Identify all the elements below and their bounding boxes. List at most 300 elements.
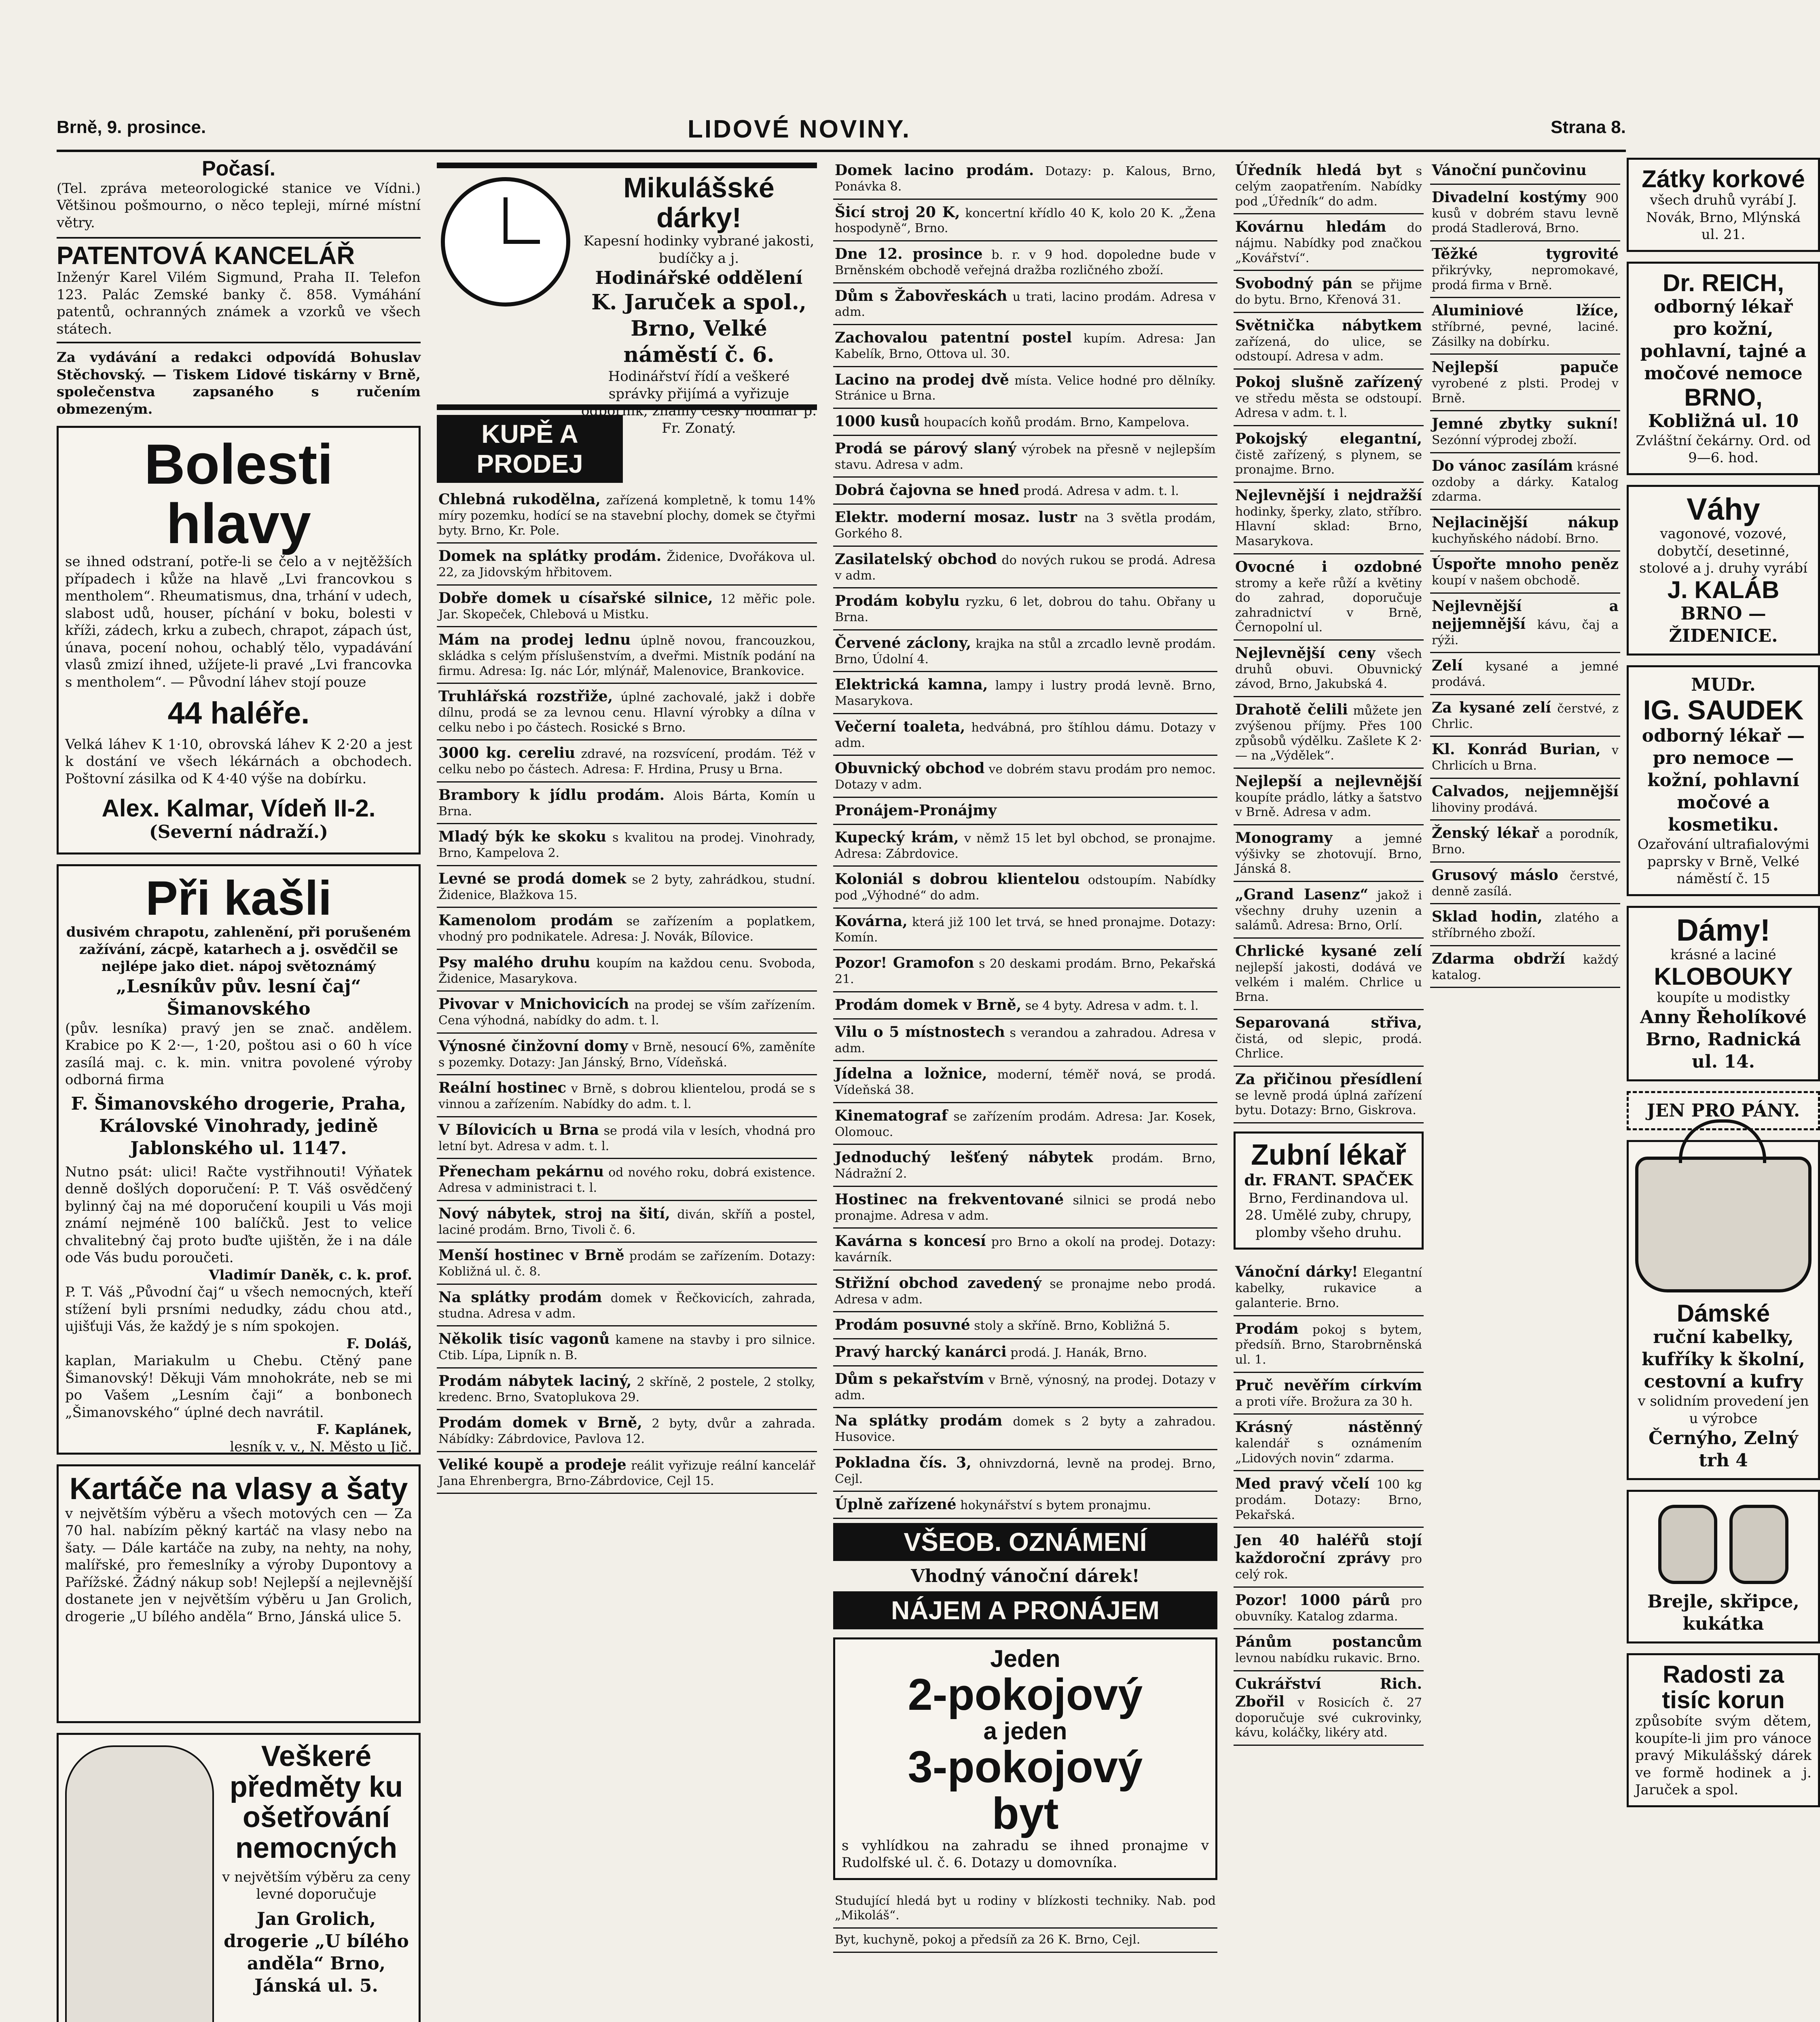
item-text: ryzku, 6 let, dobrou do tahu. Obřany u Brna. xyxy=(835,595,1216,625)
kasli-sign3: F. Kaplánek, xyxy=(316,1421,412,1438)
classified-item xyxy=(833,798,1217,825)
item-text: se zařízením a poplatkem, vhodný pro podnikatele. Adresa: J. Novák, Bílovice. xyxy=(438,914,815,944)
item-text: lampy i lustry prodá levně. Brno, Masarykova. xyxy=(835,679,1216,709)
byt-kuchyne-ad: Byt, kuchyně, pokoj a předsíň za 26 K. Brno, Cejl. xyxy=(833,1929,1217,1953)
classified-item xyxy=(437,783,817,825)
classified-item xyxy=(833,1271,1217,1313)
item-text: čerstvé, z Chrlic. xyxy=(1432,701,1619,731)
item-text: se levně prodá úplná zařízení bytu. Dotazy: Brno, Giskrova. xyxy=(1235,1088,1422,1118)
item-head: Pokladna čís. 3, xyxy=(835,1454,971,1471)
classified-item xyxy=(437,1159,817,1201)
item-text: diván, skříň a postel, laciné prodám. Brno, Tivoli č. 6. xyxy=(438,1207,816,1237)
classified-list xyxy=(1234,1259,1424,1745)
classified-item xyxy=(1234,1259,1424,1316)
item-head: Jen 40 haléřů stojí každoroční zprávy xyxy=(1235,1532,1422,1567)
item-head: Divadelní kostýmy xyxy=(1432,188,1587,206)
item-text: moderní, téměř nová, se prodá. Vídeňská 38. xyxy=(835,1068,1216,1098)
item-text: která již 100 let trvá, se hned pronajme. Dotazy: Komín. xyxy=(835,915,1216,945)
item-head: Truhlářská rozstřiže, xyxy=(438,688,613,705)
kasli-sign3b: lesník v. v., N. Město u Jič. xyxy=(230,1438,412,1455)
jen-pro-pany: JEN PRO PÁNY. xyxy=(1646,1100,1800,1121)
item-head: Dne 12. prosince xyxy=(835,245,983,262)
brejle-text: Brejle, skřipce, kukátka xyxy=(1647,1591,1799,1635)
item-text: stříbrné, pevné, laciné. Zásilky na dobírku. xyxy=(1432,320,1619,349)
bolesti-text2: Velká láhev K 1·10, obrovská láhev K 2·20 a jest k dostání ve všech lékárnách a obchodech. Poštovní zásilka od K 4·40 výše na dobírku. xyxy=(65,736,412,787)
classified-item xyxy=(437,1201,817,1243)
item-head: Přenecham pekárnu xyxy=(438,1163,604,1180)
saudek-text: odborný lékař — pro nemoce — kožní, pohlavní močové a kosmetiku. xyxy=(1642,725,1805,835)
item-text: se 2 byty, zahrádkou, studní. Židenice, Blažkova 15. xyxy=(438,872,815,902)
classified-item xyxy=(437,1285,817,1327)
classified-item xyxy=(1234,1629,1424,1671)
classified-item xyxy=(1234,271,1424,313)
item-head: Výnosné činžovní domy xyxy=(438,1037,628,1055)
decorative-bar xyxy=(437,163,817,168)
imprint: Za vydávání a redakci odpovídá Bohuslav Stěchovský. — Tiskem Lidové tiskárny v Brně, společenstva zapsaného s ručením obmezeným. xyxy=(57,349,421,417)
item-head: Nejlevnější i nejdražší xyxy=(1235,486,1422,504)
item-text: kupím. Adresa: Jan Kabelík, Brno, Ottova ul. 30. xyxy=(835,332,1216,361)
item-head: Těžké tygrovité xyxy=(1432,245,1619,262)
item-head: Reální hostinec xyxy=(438,1079,567,1097)
item-text: všech druhů obuvi. Obuvnický závod, Brno, Jakubská 4. xyxy=(1235,647,1422,692)
item-head: V Bílovicích u Brna xyxy=(438,1121,599,1138)
item-head: Elektrická kamna, xyxy=(835,676,988,694)
classified-item xyxy=(437,684,817,740)
damy-klobouky: KLOBOUKY xyxy=(1654,962,1793,990)
item-text: 12 měřic pole. Jar. Skopeček, Chlebová u Mistku. xyxy=(438,592,815,622)
bolesti-ad xyxy=(57,426,421,854)
kartace-ad xyxy=(57,1464,421,1723)
damy-text: krásné a laciné xyxy=(1670,947,1776,963)
item-head: Na splátky prodám xyxy=(438,1288,602,1306)
item-head: Pozor! 1000 párů xyxy=(1235,1591,1390,1609)
item-text: zdravé, na rozsvícení, prodám. Též v celku nebo po částech. Adresa: F. Hrdina, Prusy u Brna. xyxy=(438,747,815,777)
saudek-text2: Ozařování ultrafialovými paprsky v Brně, Velké náměstí č. 15 xyxy=(1637,836,1809,887)
item-text: pokoj s bytem, předsíň. Brno, Starobrněnská ul. 1. xyxy=(1235,1322,1422,1367)
studujici-ad: Studující hledá byt u rodiny v blízkosti techniky. Nab. pod „Mikoláš“. xyxy=(833,1890,1217,1929)
item-head: Do vánoc zasílám xyxy=(1432,457,1573,474)
patent-title: PATENTOVÁ KANCELÁŘ xyxy=(57,242,355,270)
item-head: Pravý harcký kanárci xyxy=(835,1343,1007,1361)
saudek-pre: MUDr. xyxy=(1691,674,1756,695)
classified-item xyxy=(1234,1588,1424,1630)
zatky-title: Zátky korkové xyxy=(1642,165,1805,192)
classified-item xyxy=(1234,697,1424,769)
classified-item xyxy=(833,909,1217,951)
item-head: Jednoduchý lešťený nábytek xyxy=(835,1149,1093,1166)
item-text: domek s 2 byty a zahradou. Husovice. xyxy=(835,1415,1216,1445)
damske-title: Dámské xyxy=(1676,1300,1770,1327)
item-head: Kl. Konrád Burian, xyxy=(1432,741,1601,758)
classified-item xyxy=(1234,1373,1424,1415)
classified-item xyxy=(833,1312,1217,1339)
saudek-ad xyxy=(1627,665,1820,896)
classified-item xyxy=(833,588,1217,630)
item-text: pro Brno a okolí na prodej. Dotazy: kavárník. xyxy=(835,1235,1216,1265)
classified-item xyxy=(1430,241,1620,298)
reich-hours: Zvláštní čekárny. Ord. od 9—6. hod. xyxy=(1636,432,1811,466)
item-head: Kovárnu hledám xyxy=(1235,218,1386,236)
item-text: 2 skříně, 2 postele, 2 stolky, kredenc. Brno, Svatoplukova 29. xyxy=(438,1375,815,1404)
classified-item xyxy=(833,200,1217,242)
item-head: Zachovalou patentní postel xyxy=(835,329,1072,346)
item-text: zlatého a stříbrného zboží. xyxy=(1432,911,1619,941)
item-text: Židenice, Dvořákova ul. 22, za Jidovským hřbitovem. xyxy=(438,550,815,580)
item-head: Kupecký krám, xyxy=(835,829,959,846)
item-text: u trati, lacino prodám. Adresa v adm. xyxy=(835,290,1216,319)
item-head: Kamenolom prodám xyxy=(438,912,613,929)
classified-item xyxy=(833,547,1217,589)
item-head: Veliké koupě a prodeje xyxy=(438,1456,626,1473)
item-text: lihoviny prodává. xyxy=(1432,800,1538,815)
item-text: prodám. Brno, Nádražní 2. xyxy=(835,1151,1216,1181)
item-head: Separovaná střiva, xyxy=(1235,1014,1422,1031)
bolesti-title: Bolesti hlavy xyxy=(144,432,333,556)
classified-item xyxy=(437,487,817,544)
classified-item xyxy=(437,740,817,783)
item-head: Úředník hledá byt xyxy=(1235,162,1402,179)
byt-ajeden: a jeden xyxy=(983,1717,1067,1745)
binoculars-icon xyxy=(1635,1505,1812,1584)
item-head: Ženský lékař xyxy=(1432,825,1539,842)
classified-item xyxy=(833,1103,1217,1145)
item-head: Elektr. moderní mosaz. lustr xyxy=(835,509,1077,526)
item-text: čistá, od slepic, prodá. Chrlice. xyxy=(1235,1032,1422,1061)
item-head: Světnička nábytkem xyxy=(1235,317,1422,334)
classified-item xyxy=(1430,737,1620,779)
item-head: Chrlické kysané zelí xyxy=(1235,943,1422,960)
item-head: Prodám domek v Brně, xyxy=(438,1414,642,1432)
bolesti-firm: Alex. Kalmar, Vídeň II-2. xyxy=(102,795,376,822)
damske-ad xyxy=(1627,1140,1820,1480)
classified-item xyxy=(833,1019,1217,1062)
damske-text: ruční kabelky, kufříky k školní, cestovní a kufry xyxy=(1642,1327,1805,1392)
item-text: stromy a keře růží a květiny do zahrad, doporučuje zahradnictví v Brně, Černopolní ul. xyxy=(1235,576,1422,635)
classified-item xyxy=(437,1326,817,1368)
classified-item xyxy=(1430,946,1620,988)
classified-item xyxy=(1234,939,1424,1010)
item-text: vyrobené z plsti. Prodej v Brně. xyxy=(1432,376,1619,406)
item-text: ohnivzdorná, levně na prodej. Brno, Cejl. xyxy=(835,1456,1216,1486)
vahy-addr: BRNO — ŽIDENICE. xyxy=(1669,603,1778,646)
classified-item xyxy=(1234,1415,1424,1471)
damy-title: Dámy! xyxy=(1676,913,1771,948)
item-text: prodá. J. Hanák, Brno. xyxy=(1010,1346,1147,1360)
item-head: Několik tisíc vagonů xyxy=(438,1330,610,1348)
najem-banner: NÁJEM A PRONÁJEM xyxy=(833,1591,1217,1629)
classified-item xyxy=(1430,552,1620,594)
mikulas-sub: Hodinářské oddělení xyxy=(595,268,803,288)
zubni-title: Zubní lékař xyxy=(1251,1138,1407,1171)
item-head: Prodám domek v Brně, xyxy=(835,996,1022,1013)
item-head: Nejlevnější a nejjemnější xyxy=(1432,597,1619,632)
item-head: Večerní toaleta, xyxy=(835,718,965,735)
item-head: Na splátky prodám xyxy=(835,1412,1003,1430)
item-text: úplné zachovalé, jakž i dobře dílnu, prodá se za levnou cenu. Hlavní výrobky a dílna v celku nebo i po částech. Rosické s Brno. xyxy=(438,690,815,735)
classified-item xyxy=(1234,1671,1424,1746)
item-head: Nejlevnější ceny xyxy=(1235,644,1376,662)
damy-ad xyxy=(1627,906,1820,1082)
damske-firm: Černýho, Zelný trh 4 xyxy=(1648,1428,1799,1471)
byt-ad xyxy=(833,1637,1217,1880)
item-head: Prodám kobylu xyxy=(835,592,960,610)
radosti-title: Radosti za tisíc korun xyxy=(1662,1661,1785,1714)
classified-item xyxy=(1430,695,1620,737)
classified-item xyxy=(833,1450,1217,1492)
damske-text2: v solidním provedení jen u výrobce xyxy=(1638,1393,1809,1427)
item-head: Nejlacinější nákup xyxy=(1432,514,1619,531)
item-head: Svobodný pán xyxy=(1235,275,1353,292)
byt-jeden: Jeden xyxy=(990,1645,1060,1673)
watch-icon xyxy=(441,177,570,307)
brejle-ad xyxy=(1627,1490,1820,1643)
classified-item xyxy=(1234,1471,1424,1528)
item-head: Lacino na prodej dvě xyxy=(835,371,1009,388)
item-head: Prodám nábytek laciný, xyxy=(438,1372,632,1390)
item-head: Krásný nástěnný xyxy=(1235,1419,1422,1436)
kasli-sign1: Vladimír Daněk, c. k. prof. xyxy=(209,1267,412,1283)
classified-item xyxy=(1430,863,1620,905)
page-header xyxy=(57,117,1626,152)
item-text: v Brně, nesoucí 6%, zaměníte s pozemky. Dotazy: Jan Jánský, Brno, Vídeňská. xyxy=(438,1040,815,1070)
item-text: se pronajme nebo prodá. Adresa v adm. xyxy=(835,1277,1216,1307)
item-text: 100 kg prodám. Dotazy: Brno, Pekařská. xyxy=(1235,1478,1422,1522)
item-head: Zdarma obdrží xyxy=(1432,950,1565,967)
zubni-name: dr. FRANT. SPAČEK xyxy=(1244,1171,1413,1189)
statue-illustration xyxy=(65,1745,214,2022)
item-text: houpacích koňů prodám. Brno, Kampelova. xyxy=(923,415,1189,429)
classified-item xyxy=(833,158,1217,200)
radosti-ad xyxy=(1627,1653,1820,1807)
column-4-left xyxy=(1234,158,1424,2022)
kasli-text: dusivém chrapotu, zahlenění, při porušeném zažívání, zácpě, katarhech a j. osvědčil se nejlépe jako diet. nápoj světoznámý xyxy=(66,924,411,975)
classified-item xyxy=(1430,158,1620,185)
item-text: odstoupím. Nabídky pod „Výhodné“ do adm. xyxy=(835,873,1216,903)
column-4-right xyxy=(1430,158,1620,2022)
item-text: krásné ozdoby a dárky. Katalog zdarma. xyxy=(1432,459,1619,504)
item-head: Drahotě čelili xyxy=(1235,701,1348,719)
classified-item xyxy=(437,1075,817,1117)
page-number: Strana 8. xyxy=(1551,117,1626,137)
item-head: Vánoční dárky! xyxy=(1235,1263,1358,1281)
classified-item xyxy=(1430,779,1620,821)
item-text: hokynářství s bytem pronajmu. xyxy=(960,1498,1151,1513)
item-text: na prodej se vším zařízením. Cena výhodná, nabídky do adm. t. l. xyxy=(438,998,815,1028)
classified-item xyxy=(437,544,817,586)
classified-item xyxy=(833,1229,1217,1271)
item-head: Vánoční punčovinu xyxy=(1432,162,1587,179)
handbag-icon xyxy=(1635,1157,1812,1292)
classified-item xyxy=(1430,594,1620,653)
bolesti-text: se ihned odstraní, potře-li se čelo a v nejtěžších případech i kůže na hlavě „Lvi francovkou s mentholem“. Rheumatismus, dna, trhání v udech, slabost udů, houser, píchání v boku, bolesti v kříži, zádech, krku a zubech, chrapot, zápach úst, únava, pocení nohou, ochablý tělo, vypadávání vlasů zmizí ihned, užíjete-li pravé „Lvi francovka s mentholem“. — Původní láhev stojí pouze xyxy=(65,554,412,690)
column-3 xyxy=(833,158,1217,2022)
item-head: Koloniál s dobrou klientelou xyxy=(835,871,1080,888)
kasli-firm: F. Šimanovského drogerie, Praha, Královské Vinohrady, jedině Jablonského ul. 1147. xyxy=(71,1093,406,1159)
item-text: hodinky, šperky, zlato, stříbro. Hlavní sklad: Brno, Masarykova. xyxy=(1235,504,1422,549)
item-text: koupím na každou cenu. Svoboda, Židenice, Masarykova. xyxy=(438,956,815,986)
item-text: hedvábná, pro štíhlou dámu. Dotazy v adm. xyxy=(835,720,1216,750)
classified-item xyxy=(833,867,1217,909)
zatky-text: všech druhů vyrábí J. Novák, Brno, Mlýnská ul. 21. xyxy=(1646,192,1801,243)
item-head: Mám na prodej lednu xyxy=(438,631,631,649)
column-1 xyxy=(57,158,421,2022)
byt-3pokoj: 3-pokojový xyxy=(908,1742,1143,1792)
item-text: v Rosicích č. 27 doporučuje své cukrovinky, kávu, koláčky, likéry atd. xyxy=(1235,1695,1422,1740)
classified-item xyxy=(1234,882,1424,939)
vahy-firm: J. KALÁB xyxy=(1667,576,1780,603)
classified-item xyxy=(1234,769,1424,825)
item-text: pro celý rok. xyxy=(1235,1552,1422,1582)
item-text: čerstvé, denně zasílá. xyxy=(1432,869,1619,899)
item-text: Alois Bárta, Komín u Brna. xyxy=(438,789,815,819)
classified-item xyxy=(1234,825,1424,882)
column-4 xyxy=(1234,158,1812,2022)
item-text: s 20 deskami prodám. Brno, Pekařská 21. xyxy=(835,957,1216,987)
item-head: Domek lacino prodám. xyxy=(835,162,1034,179)
veskere-ad xyxy=(57,1733,421,2022)
item-head: Chlebná rukodělna, xyxy=(438,491,601,508)
classified-item xyxy=(437,866,817,908)
item-head: Menší hostinec v Brně xyxy=(438,1247,624,1264)
item-text: Dotazy: p. Kalous, Brno, Ponávka 8. xyxy=(835,164,1216,194)
item-text: nejlepší jakosti, dodává ve velkém i malém. Chrlice u Brna. xyxy=(1235,960,1422,1005)
item-head: Hostinec na frekventované xyxy=(835,1191,1064,1208)
classified-item xyxy=(1430,355,1620,411)
item-head: Nový nábytek, stroj na šití, xyxy=(438,1205,670,1222)
kasli-sign2: F. Doláš, xyxy=(346,1335,412,1352)
item-text: ve dobrém stavu prodám pro nemoc. Dotazy v adm. xyxy=(835,762,1216,792)
item-text: do nájmu. Nabídky pod značkou „Kovářství“. xyxy=(1235,221,1422,265)
vanoce-title: Vhodný vánoční dárek! xyxy=(911,1566,1140,1587)
veskere-firm: Jan Grolich, drogerie „U bílého anděla“ Brno, Jánská ul. 5. xyxy=(224,1908,409,1996)
reich-addr: Kobližná ul. 10 xyxy=(1648,410,1799,431)
item-head: Úplně zařízené xyxy=(835,1496,957,1513)
kasli-text3: Nutno psát: ulici! Račte vystřihnouti! Výňatek denně došlých doporučení: P. T. Váš osvědčený bylinný čaj na mé doporučení koupili u Vás moji známí nejméně 100 balíčků. Jest to velice chvalitebný čaj proto buďte ujištěn, že i na dále ode Vás budu poroučeti. xyxy=(65,1163,412,1266)
item-text: se přijme do bytu. Brno, Křenová 31. xyxy=(1235,277,1422,307)
classified-item xyxy=(437,824,817,866)
classified-item xyxy=(437,1452,817,1494)
item-text: se 4 byty. Adresa v adm. t. l. xyxy=(1025,998,1199,1013)
vahy-title: Váhy xyxy=(1687,492,1760,527)
classified-list xyxy=(833,158,1217,1519)
classified-item xyxy=(1430,185,1620,241)
item-head: Kovárna, xyxy=(835,912,908,930)
item-head: Pokoj slušně zařízený xyxy=(1235,373,1422,391)
classified-item xyxy=(437,950,817,992)
item-text: do nových rukou se prodá. Adresa v adm. xyxy=(835,553,1216,583)
classified-item xyxy=(1430,510,1620,552)
item-head: Jemné zbytky sukní! xyxy=(1432,415,1619,433)
classified-item xyxy=(833,672,1217,714)
classified-item xyxy=(1234,214,1424,271)
classified-item xyxy=(1430,821,1620,863)
classified-item xyxy=(833,756,1217,798)
item-head: Střižní obchod zavedený xyxy=(835,1274,1042,1292)
item-head: Zasilatelský obchod xyxy=(835,550,997,568)
item-text: na 3 světla prodám, Gorkého 8. xyxy=(835,511,1216,541)
item-text: s kvalitou na prodej. Vinohrady, Brno, Kampelova 2. xyxy=(438,831,815,861)
classified-item xyxy=(833,1408,1217,1450)
item-head: Za kysané zelí xyxy=(1432,699,1551,716)
damy-addr: Brno, Radnická ul. 14. xyxy=(1646,1029,1801,1072)
mikulas-text: Kapesní hodinky vybrané jakosti, budíčky a j. xyxy=(583,233,815,266)
item-head: Ovocné i ozdobné xyxy=(1235,558,1422,575)
mikulas-firm: K. Jaruček a spol., Brno, Velké náměstí č. 6. xyxy=(591,290,806,367)
classified-item xyxy=(437,586,817,628)
item-text: s verandou a zahradou. Adresa v adm. xyxy=(835,1026,1216,1055)
item-head: Prodám xyxy=(1235,1320,1299,1337)
patent-text: Inženýr Karel Vilém Sigmund, Praha II. Telefon 123. Palác Zemské banky č. 858. Vymáhání patentů, ochranných známek a vzorků ve všech státech. xyxy=(57,269,421,337)
classified-item xyxy=(1430,904,1620,946)
item-text: místa. Velice hodné pro dělníky. Stránice u Brna. xyxy=(835,373,1216,403)
item-head: Dobrá čajovna se hned xyxy=(835,482,1020,499)
item-text: krajka na stůl a zrcadlo levně prodám. Brno, Údolní 4. xyxy=(835,637,1216,666)
item-head: Domek na splátky prodám. xyxy=(438,548,662,565)
newspaper-page xyxy=(57,93,1812,2022)
koupe-prodej-banner: KUPĚ A PRODEJ xyxy=(437,415,623,483)
mikulas-ad xyxy=(437,172,817,436)
classified-list xyxy=(437,487,817,1494)
radosti-text: způsobíte svým dětem, koupíte-li jim pro vánoce pravý Mikulášský dárek ve formě hodinek a j. Jaruček a spol. xyxy=(1635,1713,1812,1798)
weather-section xyxy=(57,158,421,231)
item-text: zařízená kompletně, k tomu 14% míry pozemku, hodící se na stavební plochy, domek se čtyřmi byty. Brno, Kr. Pole. xyxy=(438,493,815,538)
zatky-ad xyxy=(1627,158,1820,252)
item-text: jakož i všechny druhy uzenin a salámů. Adresa: Brno, Orlí. xyxy=(1235,888,1422,933)
item-text: ve středu města se odstoupí. Adresa v adm. t. l. xyxy=(1235,391,1422,421)
item-text: se prodá vila v lesích, vhodná pro letní byt. Adresa v adm. t. l. xyxy=(438,1123,815,1153)
reich-ad xyxy=(1627,262,1820,475)
item-text: čistě zařízený, s plynem, se pronajme. Brno. xyxy=(1235,448,1422,477)
item-head: Dům s Žabovřeskách xyxy=(835,287,1007,305)
veskere-title: Veškeré předměty ku ošetřování nemocných xyxy=(229,1740,403,1864)
classified-item xyxy=(1234,1010,1424,1067)
item-text: a jemné výšivky se zhotovují. Brno, Jánská 8. xyxy=(1235,831,1422,876)
classified-item xyxy=(833,714,1217,756)
classified-item xyxy=(437,1243,817,1285)
classified-item xyxy=(833,283,1217,326)
kasli-product: „Lesníkův pův. lesní čaj“ Šimanovského xyxy=(116,976,361,1019)
classified-item xyxy=(833,436,1217,478)
byt-word: byt xyxy=(992,1789,1059,1839)
item-head: Dobře domek u císařské silnice, xyxy=(438,589,713,607)
item-head: Prodám posuvné xyxy=(835,1316,970,1334)
classified-list xyxy=(1430,185,1620,988)
classified-item xyxy=(833,992,1217,1019)
item-text: od nového roku, dobrá existence. Adresa v administraci t. l. xyxy=(438,1165,815,1195)
item-text: můžete jen zvýšenou příjmy. Přes 100 způsobů výdělku. Zašlete K 2·— na „Výdělek“. xyxy=(1235,704,1422,763)
item-head: Obuvnický obchod xyxy=(835,760,985,777)
item-text: zařízená, do ulice, se odstoupí. Adresa v adm. xyxy=(1235,334,1422,364)
bolesti-firm2: (Severní nádraží.) xyxy=(149,822,328,843)
classified-item xyxy=(1234,554,1424,641)
classified-item xyxy=(833,1366,1217,1409)
item-text: a proti víře. Brožura za 30 h. xyxy=(1235,1394,1413,1409)
classified-item xyxy=(1234,1316,1424,1373)
kasli-ad xyxy=(57,864,421,1455)
reich-city: BRNO, xyxy=(1684,383,1763,411)
item-text: 2 byty, dvůr a zahrada. Nábídky: Zábrdovice, Pavlova 12. xyxy=(438,1417,815,1447)
classified-item xyxy=(833,241,1217,283)
item-head: Nejlepší a nejlevnější xyxy=(1235,772,1422,790)
item-text: kysané a jemné prodává. xyxy=(1432,660,1619,690)
item-text: v Chrlicích u Brna. xyxy=(1432,743,1619,773)
bolesti-price: 44 haléře. xyxy=(167,696,310,731)
item-head: Pokojský elegantní, xyxy=(1235,430,1422,447)
classified-item xyxy=(1234,370,1424,426)
weather-text: (Tel. zpráva meteorologické stanice ve Vídni.) Většinou pošmourno, o něco tepleji, mírné místní větry. xyxy=(57,180,421,231)
item-text: koupíte prádlo, látky a šatstvo v Brně. Adresa v adm. xyxy=(1235,790,1422,820)
item-head: Mladý býk ke skoku xyxy=(438,828,607,846)
